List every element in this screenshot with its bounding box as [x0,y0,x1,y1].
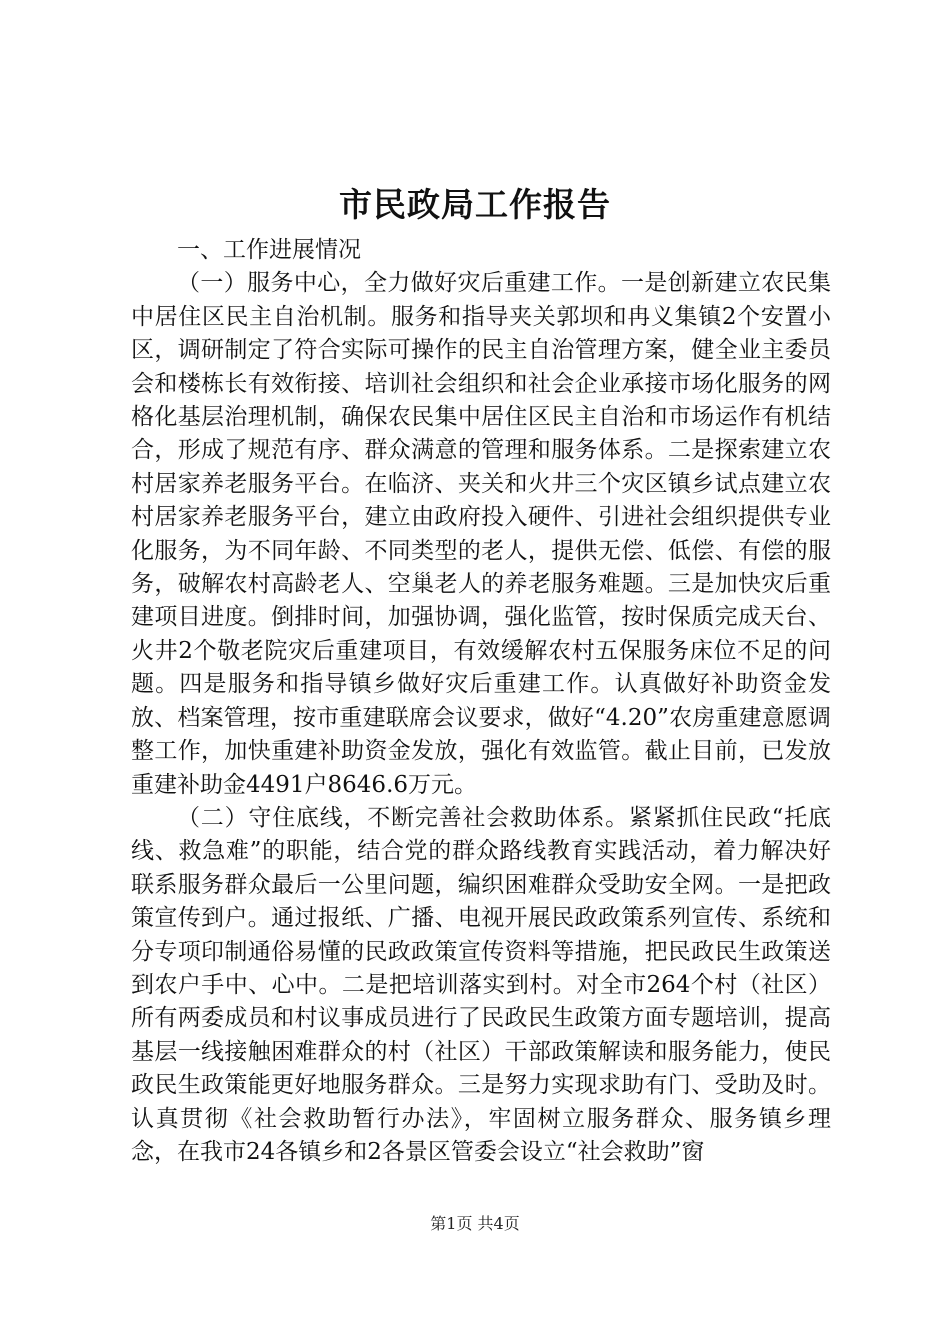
document-title: 市民政局工作报告 [339,185,611,224]
paragraph: （二）守住底线，不断完善社会救助体系。紧紧抓住民政“托底线、救急难”的职能，结合党的群众路线教育实践活动，着力解决好联系服务群众最后一公里问题，编织困难群众受助安全网。一是把政策宣传到户。通过报纸、广播、电视开展民政政策系列宣传、系统和分专项印制通俗易懂的民政政策宣传资料等措施，把民政民生政策送到农户手中、心中。二是把培训落实到村。对全市264个村（社区）所有两委成员和村议事成员进行了民政民生政策方面专题培训，提高基层一线接触困难群众的村（社区）干部政策解读和服务能力，使民政民生政策能更好地服务群众。三是努力实现求助有门、受助及时。认真贯彻《社会救助暂行办法》，牢固树立服务群众、服务镇乡理念，在我市24各镇乡和2各景区管委会设立“社会救助”窗 [131,804,831,1165]
document-body [131,234,831,1169]
section-heading: 一、工作进展情况 [177,237,361,263]
paragraph: （一）服务中心，全力做好灾后重建工作。一是创新建立农民集中居住区民主自治机制。服务和指导夹关郭坝和冉义集镇2个安置小区，调研制定了符合实际可操作的民主自治管理方案，健全业主委员会和楼栋长有效衔接、培训社会组织和社会企业承接市场化服务的网格化基层治理机制，确保农民集中居住区民主自治和市场运作有机结合，形成了规范有序、群众满意的管理和服务体系。二是探索建立农村居家养老服务平台。在临济、夹关和火井三个灾区镇乡试点建立农村居家养老服务平台，建立由政府投入硬件、引进社会组织提供专业化服务，为不同年龄、不同类型的老人，提供无偿、低偿、有偿的服务，破解农村高龄老人、空巢老人的养老服务难题。三是加快灾后重建项目进度。倒排时间，加强协调，强化监管，按时保质完成天台、火井2个敬老院灾后重建项目，有效缓解农村五保服务床位不足的问题。四是服务和指导镇乡做好灾后重建工作。认真做好补助资金发放、档案管理，按市重建联席会议要求，做好“4.20”农房重建意愿调整工作，加快重建补助资金发放，强化有效监管。截止目前，已发放重建补助金4491户8646.6万元。 [131,270,831,798]
page-footer: 第1页 共4页 [430,1214,520,1233]
